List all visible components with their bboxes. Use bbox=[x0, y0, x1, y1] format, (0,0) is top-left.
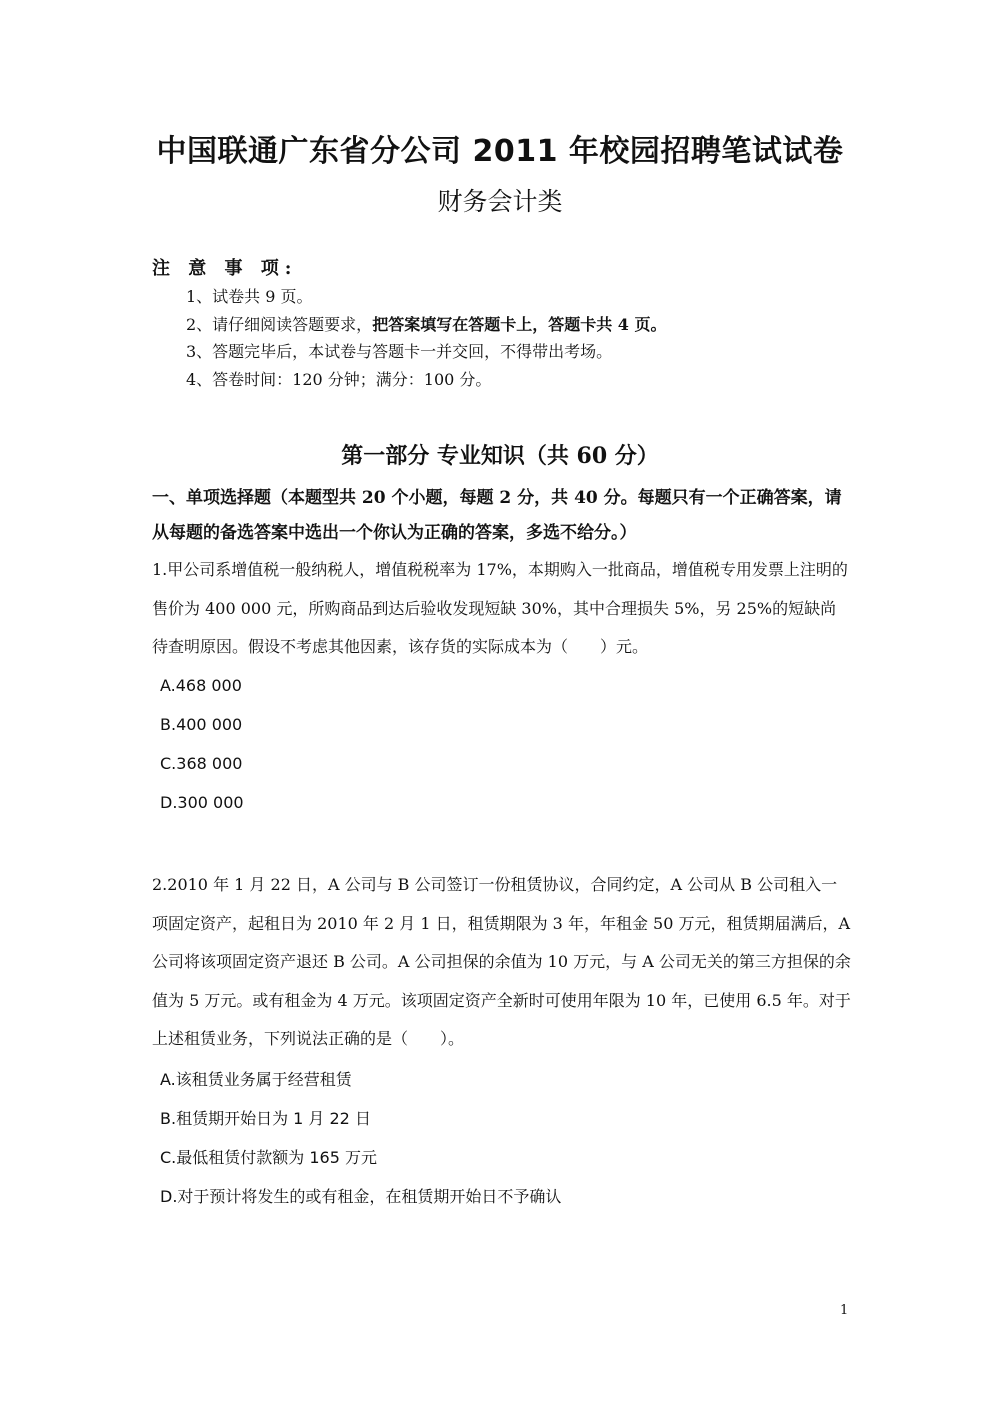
page-number: 1 bbox=[840, 1303, 849, 1318]
exam-title: 中国联通广东省分公司 2011 年校园招聘笔试试卷 bbox=[156, 134, 844, 169]
notice-item: 1、试卷共 9 页。 bbox=[186, 287, 313, 306]
question-stem: 2.2010 年 1 月 22 日，A 公司与 B 公司签订一份租赁协议，合同约定，A 公司从 B 公司租入一项固定资产，起租日为 2010 年 2 月 1 日，租赁期限为 3 年，年租金 50 万元，租赁期届满后，A 公司将该项固定资产退还 B 公司。A 公司担保的余值为 10 万元，与 A 公司无关的第三方担保的余值为 5 万元。或有租金为 4 万元。该项固定资产全新时可使用年限为 10 年，已使用 6.5 年。对于上述租赁业务，下列说法正确的是（ ）。 bbox=[152, 875, 851, 1048]
notice-item-text: 2、请仔细阅读答题要求， bbox=[186, 314, 373, 334]
notice-item-emphasis: 把答案填写在答题卡上，答题卡共 4 页。 bbox=[372, 314, 667, 334]
notice-list bbox=[186, 283, 666, 393]
question-option: C.最低租赁付款额为 165 万元 bbox=[160, 1148, 377, 1167]
notice-item bbox=[186, 311, 666, 339]
question-option: A.该租赁业务属于经营租赁 bbox=[160, 1070, 352, 1089]
notice-item: 3、答题完毕后，本试卷与答题卡一并交回，不得带出考场。 bbox=[186, 342, 613, 361]
exam-subtitle: 财务会计类 bbox=[437, 187, 563, 216]
section-heading: 一、单项选择题（本题型共 20 个小题，每题 2 分，共 40 分。每题只有一个正确答案，请从每题的备选答案中选出一个你认为正确的答案，多选不给分。） bbox=[152, 488, 842, 543]
question-option: B.租赁期开始日为 1 月 22 日 bbox=[160, 1109, 371, 1128]
question-option: B.400 000 bbox=[160, 715, 243, 734]
question-option: A.468 000 bbox=[160, 676, 242, 695]
notice-item: 4、答卷时间：120 分钟；满分：100 分。 bbox=[186, 369, 492, 389]
question-option: D.对于预计将发生的或有租金，在租赁期开始日不予确认 bbox=[160, 1187, 562, 1206]
notice-heading: 注 意 事 项: bbox=[152, 258, 298, 279]
question-option: C.368 000 bbox=[160, 754, 243, 773]
question-stem: 1.甲公司系增值税一般纳税人，增值税税率为 17%，本期购入一批商品，增值税专用发票上注明的售价为 400 000 元，所购商品到达后验收发现短缺 30%，其中合理损失 5%，另 25%的短缺尚待查明原因。假设不考虑其他因素，该存货的实际成本为（ ）元。 bbox=[152, 560, 848, 656]
part-title: 第一部分 专业知识（共 60 分） bbox=[341, 443, 659, 469]
question-option: D.300 000 bbox=[160, 793, 244, 812]
